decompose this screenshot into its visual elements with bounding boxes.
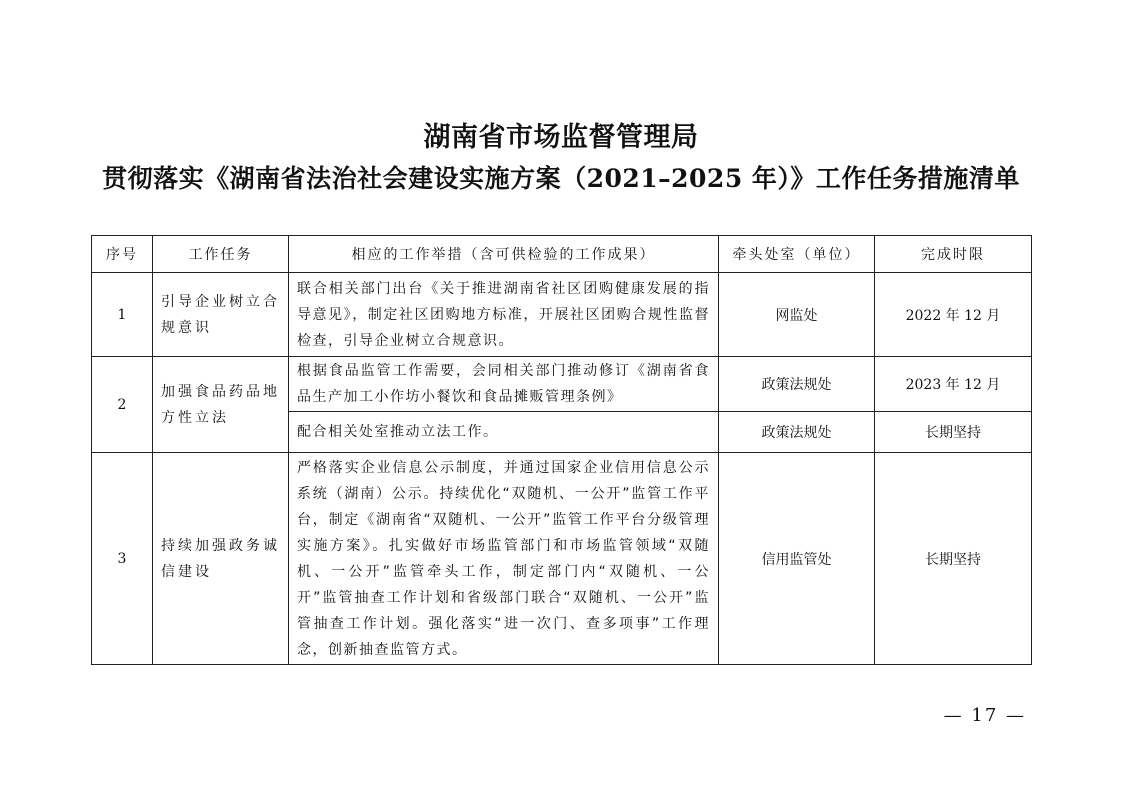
page-number: — 17 — bbox=[943, 705, 1026, 726]
row-deadline: 2022 年 12 月 bbox=[875, 273, 1032, 357]
row-number: 2 bbox=[92, 357, 153, 453]
row-measure: 联合相关部门出台《关于推进湖南省社区团购健康发展的指导意见》，制定社区团购地方标准，开展社区团购合规性监督检查，引导企业树立合规意识。 bbox=[289, 273, 719, 357]
document-subtitle: 贯彻落实《湖南省法治社会建设实施方案（2021–2025 年）》工作任务措施清单 bbox=[102, 164, 1020, 193]
table-row bbox=[92, 453, 1032, 665]
header-measures: 相应的工作举措（含可供检验的工作成果） bbox=[289, 236, 719, 273]
row-deadline: 长期坚持 bbox=[875, 453, 1032, 665]
row-measure: 配合相关处室推动立法工作。 bbox=[289, 412, 719, 453]
row-deadline: 2023 年 12 月 bbox=[875, 357, 1032, 412]
header-lead-office: 牵头处室（单位） bbox=[719, 236, 875, 273]
row-lead-office: 政策法规处 bbox=[719, 357, 875, 412]
row-lead-office: 政策法规处 bbox=[719, 412, 875, 453]
row-task: 引导企业树立合规意识 bbox=[153, 273, 289, 357]
table-header-row bbox=[92, 236, 1032, 273]
task-table bbox=[91, 235, 1032, 665]
row-number: 1 bbox=[92, 273, 153, 357]
row-measure: 根据食品监管工作需要，会同相关部门推动修订《湖南省食品生产加工小作坊小餐饮和食品摊贩管理条例》 bbox=[289, 357, 719, 412]
document-title: 湖南省市场监督管理局 bbox=[423, 122, 699, 153]
header-number: 序号 bbox=[92, 236, 153, 273]
row-lead-office: 网监处 bbox=[719, 273, 875, 357]
row-task: 加强食品药品地方性立法 bbox=[153, 357, 289, 453]
header-task: 工作任务 bbox=[153, 236, 289, 273]
table-row bbox=[92, 357, 1032, 412]
row-measure: 严格落实企业信息公示制度，并通过国家企业信用信息公示系统（湖南）公示。持续优化“双随机、一公开”监管工作平台，制定《湖南省“双随机、一公开”监管工作平台分级管理实施方案》。扎实做好市场监管部门和市场监管领域“双随机、一公开”监管牵头工作，制定部门内“双随机、一公开”监管抽查工作计划和省级部门联合“双随机、一公开”监管抽查工作计划。强化落实“进一次门、查多项事”工作理念，创新抽查监管方式。 bbox=[289, 453, 719, 665]
table-row bbox=[92, 273, 1032, 357]
row-lead-office: 信用监管处 bbox=[719, 453, 875, 665]
row-number: 3 bbox=[92, 453, 153, 665]
header-deadline: 完成时限 bbox=[875, 236, 1032, 273]
row-task: 持续加强政务诚信建设 bbox=[153, 453, 289, 665]
row-deadline: 长期坚持 bbox=[875, 412, 1032, 453]
